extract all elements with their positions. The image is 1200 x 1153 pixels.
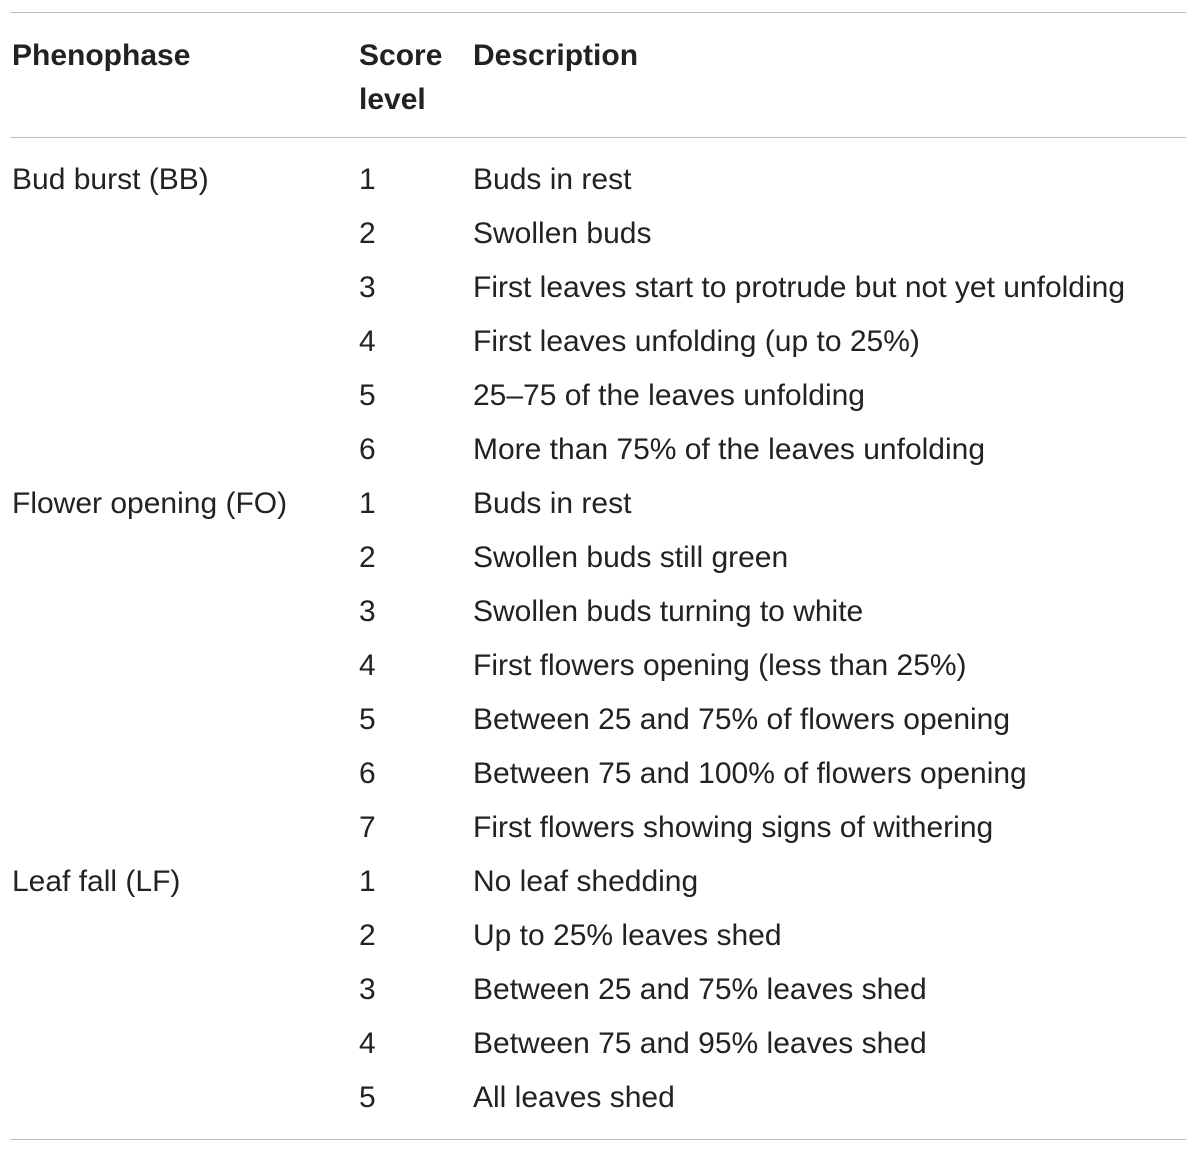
score-cell: 1 [359, 163, 376, 196]
score-cell: 6 [359, 757, 376, 790]
description-cell: No leaf shedding [473, 865, 699, 898]
score-cell: 2 [359, 541, 376, 574]
score-cell: 5 [359, 379, 376, 412]
description-cell: Buds in rest [473, 163, 632, 196]
table-row [0, 909, 1200, 963]
table-row [0, 315, 1200, 369]
table-row [0, 747, 1200, 801]
table-bottom-rule [10, 1139, 1186, 1140]
description-cell: Swollen buds turning to white [473, 595, 864, 628]
table-row [0, 855, 1200, 909]
table-top-rule [10, 12, 1186, 13]
score-cell: 1 [359, 865, 376, 898]
score-cell: 1 [359, 487, 376, 520]
score-cell: 4 [359, 649, 376, 682]
table-row [0, 207, 1200, 261]
table-body [0, 153, 1200, 1125]
table-row [0, 1017, 1200, 1071]
table-row [0, 963, 1200, 1017]
description-cell: Between 75 and 95% leaves shed [473, 1027, 927, 1060]
score-cell: 4 [359, 1027, 376, 1060]
table-row [0, 369, 1200, 423]
table-row [0, 693, 1200, 747]
description-cell: Between 25 and 75% of flowers opening [473, 703, 1011, 736]
score-cell: 5 [359, 703, 376, 736]
score-cell: 3 [359, 595, 376, 628]
description-cell: First flowers opening (less than 25%) [473, 649, 967, 682]
header-phenophase: Phenophase [12, 39, 191, 72]
description-cell: Up to 25% leaves shed [473, 919, 782, 952]
score-cell: 5 [359, 1081, 376, 1114]
table-row [0, 153, 1200, 207]
description-cell: 25–75 of the leaves unfolding [473, 379, 865, 412]
description-cell: Between 75 and 100% of flowers opening [473, 757, 1027, 790]
description-cell: More than 75% of the leaves unfolding [473, 433, 986, 466]
phenophase-cell: Flower opening (FO) [12, 487, 288, 520]
score-cell: 3 [359, 271, 376, 304]
description-cell: Buds in rest [473, 487, 632, 520]
description-cell: Swollen buds still green [473, 541, 789, 574]
header-description: Description [473, 39, 639, 72]
description-cell: All leaves shed [473, 1081, 675, 1114]
table-row [0, 585, 1200, 639]
description-cell: Between 25 and 75% leaves shed [473, 973, 927, 1006]
score-cell: 7 [359, 811, 376, 844]
table-row [0, 477, 1200, 531]
description-cell: Swollen buds [473, 217, 652, 250]
score-cell: 2 [359, 217, 376, 250]
phenophase-cell: Leaf fall (LF) [12, 865, 181, 898]
phenophase-cell: Bud burst (BB) [12, 163, 209, 196]
header-score-level: Score level [359, 39, 443, 116]
table-row [0, 261, 1200, 315]
table-header [0, 34, 1200, 124]
table-row [0, 1071, 1200, 1125]
table-row [0, 423, 1200, 477]
table-row [0, 639, 1200, 693]
table-row [0, 801, 1200, 855]
score-cell: 6 [359, 433, 376, 466]
score-cell: 2 [359, 919, 376, 952]
description-cell: First leaves unfolding (up to 25%) [473, 325, 920, 358]
table-header-rule [10, 137, 1186, 138]
score-cell: 4 [359, 325, 376, 358]
table-row [0, 531, 1200, 585]
description-cell: First flowers showing signs of withering [473, 811, 994, 844]
description-cell: First leaves start to protrude but not yet unfolding [473, 271, 1126, 304]
score-cell: 3 [359, 973, 376, 1006]
